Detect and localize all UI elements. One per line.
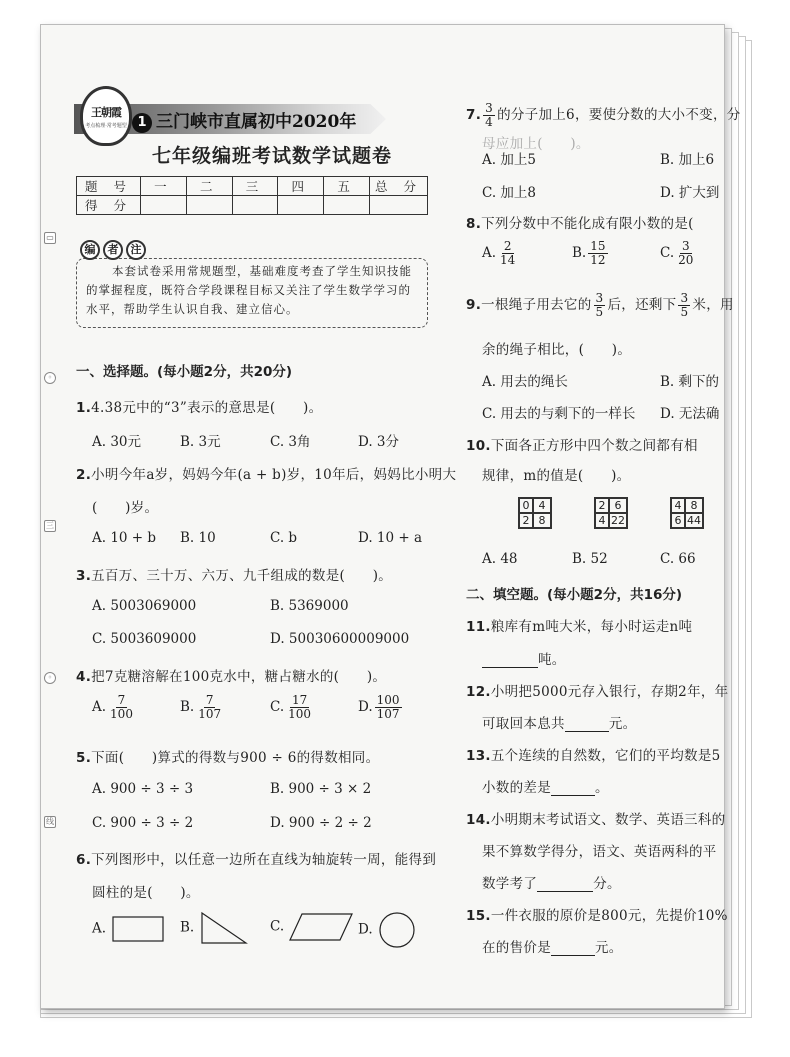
fraction: [594, 292, 606, 319]
question-text: 一根绳子用去它的: [481, 297, 592, 313]
question-text: 小数的差是: [482, 780, 551, 796]
question-number: 4.: [76, 669, 92, 685]
question-text: 后，还剩下: [607, 297, 677, 313]
option-c[interactable]: C. 加上8: [482, 185, 537, 201]
answer-blank[interactable]: [551, 942, 595, 956]
table-cell: 四: [278, 177, 324, 196]
denominator: 107: [376, 707, 400, 721]
question-number: 8.: [466, 216, 482, 232]
note-tag-char: 者: [103, 240, 123, 260]
option-b[interactable]: B. 剩下的: [660, 374, 720, 390]
option-c[interactable]: C. 用去的与剩下的一样长: [482, 406, 636, 422]
question-12-line2: [482, 712, 636, 732]
question-text: 元。: [595, 940, 623, 956]
page-edge-spacer: [726, 0, 790, 1057]
option-a[interactable]: [92, 694, 137, 721]
numerator: 3: [485, 101, 494, 115]
option-a[interactable]: [92, 916, 164, 942]
score-input-cell[interactable]: [278, 196, 324, 215]
question-text: 在的售价是: [482, 940, 551, 956]
grid-cell: 6: [609, 498, 627, 513]
option-d[interactable]: D. 50030600009000: [270, 631, 410, 647]
fraction: [375, 694, 402, 721]
exam-subtitle: 七年级编班考试数学试题卷: [152, 145, 393, 167]
option-c[interactable]: C. b: [270, 530, 298, 546]
question-11: [466, 615, 692, 635]
score-input-cell[interactable]: [370, 196, 428, 215]
exam-title: [132, 107, 356, 133]
question-text: 的分子加上6，要使分数的大小不变，分: [497, 107, 741, 123]
option-a[interactable]: A. 30元: [92, 434, 142, 450]
table-cell: 五: [324, 177, 370, 196]
paper-number-badge: 1: [132, 113, 152, 133]
grid-cell: 4: [595, 513, 609, 528]
denominator: 14: [500, 253, 516, 267]
question-9-line2: 余的绳子相比，( )。: [482, 342, 632, 358]
question-text: 数学考了: [482, 876, 538, 892]
numerator: 7: [205, 693, 214, 707]
question-5: [76, 746, 379, 766]
grid-cell: 4: [533, 498, 551, 513]
table-cell: 题 号: [77, 177, 141, 196]
grid-cell: 8: [533, 513, 551, 528]
section-heading-choice: 一、选择题。(每小题2分，共20分): [76, 364, 293, 380]
fraction: [286, 694, 313, 721]
question-number: 7.: [466, 107, 482, 123]
option-d[interactable]: D. 10 + a: [358, 530, 423, 546]
logo-subtext: 考点梳理·常考题型: [85, 122, 127, 129]
question-6: [76, 848, 436, 868]
denominator: 5: [595, 305, 604, 319]
note-tag-char: 注: [126, 240, 146, 260]
score-input-cell[interactable]: [324, 196, 370, 215]
grid-cell: 0: [519, 498, 533, 513]
question-10: [466, 434, 698, 454]
note-tag-char: 编: [80, 240, 100, 260]
question-number: 12.: [466, 684, 491, 700]
answer-blank[interactable]: [537, 878, 593, 892]
score-table-header-row: [77, 177, 428, 196]
question-4: [76, 665, 386, 685]
answer-blank[interactable]: [482, 654, 538, 668]
answer-blank[interactable]: [551, 782, 595, 796]
question-text: 粮库有m吨大米，每小时运走n吨: [490, 619, 693, 635]
question-15: [466, 904, 728, 924]
question-number: 10.: [466, 438, 491, 454]
question-text: 。: [595, 780, 609, 796]
option-c[interactable]: C. 900 ÷ 3 ÷ 2: [92, 815, 194, 831]
option-a[interactable]: A. 10 + b: [92, 530, 157, 546]
number-square: [594, 497, 628, 529]
option-c[interactable]: C. 3角: [270, 434, 311, 450]
fraction: [676, 240, 695, 267]
grid-cell: 22: [611, 514, 625, 527]
option-label: C.: [660, 245, 675, 261]
option-label: D.: [358, 699, 373, 715]
table-cell: 得 分: [77, 196, 141, 215]
table-cell: 三: [232, 177, 278, 196]
option-d[interactable]: D. 900 ÷ 2 ÷ 2: [270, 815, 372, 831]
option-b[interactable]: B. 5369000: [270, 598, 349, 614]
binding-mark: ◦: [44, 672, 56, 684]
option-label: D.: [358, 921, 373, 938]
grid-cell: 8: [685, 498, 703, 513]
question-text: 可取回本息共: [482, 716, 565, 732]
numerator: 100: [376, 693, 400, 707]
exam-title-text: 三门峡市直属初中2020年: [156, 112, 357, 132]
question-8: [466, 212, 694, 232]
fraction: [498, 240, 517, 267]
question-13: [466, 744, 721, 764]
score-table: [76, 176, 428, 215]
question-text: 吨。: [538, 652, 566, 668]
denominator: 107: [198, 707, 222, 721]
question-text: 小明今年a岁，妈妈今年(a + b)岁，10年后，妈妈比小明大: [91, 467, 457, 483]
grid-cell: 6: [671, 513, 685, 528]
numerator: 2: [503, 239, 512, 253]
option-b[interactable]: B. 10: [180, 530, 216, 546]
fraction: [108, 694, 135, 721]
numerator: 3: [595, 291, 604, 305]
denominator: 12: [590, 253, 606, 267]
question-6-line2: 圆柱的是( )。: [92, 885, 200, 901]
question-11-line2: [482, 648, 566, 668]
option-b[interactable]: [180, 910, 249, 946]
fraction: [196, 694, 223, 721]
question-14-line3: [482, 872, 621, 892]
option-a[interactable]: A. 900 ÷ 3 ÷ 3: [92, 781, 194, 797]
grid-cell: 2: [519, 513, 533, 528]
question-text: 4.38元中的“3”表示的意思是( )。: [91, 400, 323, 416]
binding-mark: 三: [46, 521, 54, 530]
option-c[interactable]: C. 66: [660, 551, 696, 567]
question-3: [76, 564, 392, 584]
question-7: [466, 102, 741, 129]
question-text: 五百万、三十万、六万、九千组成的数是( )。: [91, 568, 393, 584]
question-text: 把7克糖溶解在100克水中，糖占糖水的( )。: [91, 669, 387, 685]
question-text: 一件衣服的原价是800元，先提价10%: [490, 908, 728, 924]
question-2-line2: ( )岁。: [92, 500, 159, 516]
option-label: A.: [92, 699, 107, 715]
score-input-cell[interactable]: [186, 196, 232, 215]
question-number: 1.: [76, 400, 92, 416]
binding-mark: 线: [46, 817, 54, 826]
editor-note-body: 本套试卷采用常规题型，基础难度考查了学生知识技能的掌握程度，既符合学段课程目标又关注了学生数学学习的水平，帮助学生认识自我、建立信心。: [86, 264, 412, 316]
option-d[interactable]: [358, 694, 404, 721]
question-text: 下列分数中不能化成有限小数的是(: [481, 216, 694, 232]
publisher-logo: [80, 86, 132, 146]
question-13-line2: [482, 776, 609, 796]
question-number: 13.: [466, 748, 491, 764]
option-a[interactable]: A. 加上5: [482, 152, 536, 168]
question-number: 3.: [76, 568, 92, 584]
number-square: [670, 497, 704, 529]
circle-shape: [377, 910, 417, 950]
question-text: 小明把5000元存入银行，存期2年，年: [490, 684, 729, 700]
option-b[interactable]: B. 加上6: [660, 152, 715, 168]
option-label: B.: [572, 245, 587, 261]
parallelogram-shape: [288, 910, 354, 944]
question-number: 14.: [466, 812, 491, 828]
option-d[interactable]: D. 扩大到: [660, 185, 720, 201]
right-triangle-shape: [199, 910, 249, 946]
option-b[interactable]: B. 52: [572, 551, 608, 567]
question-text: 下列图形中，以任意一边所在直线为轴旋转一周，能得到: [91, 852, 437, 868]
option-c[interactable]: [660, 240, 697, 267]
numerator: 7: [117, 693, 126, 707]
question-7-line2: 母应加上( )。: [482, 136, 590, 152]
question-2: [76, 463, 456, 483]
binding-mark: ▭: [44, 232, 56, 244]
question-number: 15.: [466, 908, 491, 924]
option-c[interactable]: C. 5003609000: [92, 631, 197, 647]
option-b[interactable]: B. 3元: [180, 434, 221, 450]
answer-blank[interactable]: [565, 718, 609, 732]
option-d[interactable]: [358, 910, 417, 950]
table-cell: 一: [141, 177, 187, 196]
question-text: 米，用: [692, 297, 734, 313]
grid-cell: 4: [671, 498, 685, 513]
table-cell: 总 分: [370, 177, 428, 196]
option-a[interactable]: [482, 240, 519, 267]
score-table-score-row: [77, 196, 428, 215]
question-text: 下面( )算式的得数与900 ÷ 6的得数相同。: [91, 750, 380, 766]
number-square: [518, 497, 552, 529]
section-heading-fill: 二、填空题。(每小题2分，共16分): [466, 587, 683, 603]
question-text: 元。: [608, 716, 637, 732]
question-14-line2: 果不算数学得分，语文、英语两科的平: [482, 844, 717, 860]
question-text: 分。: [593, 876, 621, 892]
denominator: 20: [678, 253, 694, 267]
denominator: 4: [485, 115, 494, 129]
fraction: [483, 102, 495, 129]
denominator: 5: [680, 305, 689, 319]
option-label: A.: [482, 245, 497, 261]
fraction: [678, 292, 690, 319]
table-cell: 二: [186, 177, 232, 196]
editor-note-tag: [80, 240, 146, 260]
question-number: 11.: [466, 619, 491, 635]
option-a[interactable]: A. 48: [482, 551, 518, 567]
question-10-line2: 规律，m的值是( )。: [482, 468, 631, 484]
option-c[interactable]: [270, 694, 315, 721]
question-12: [466, 680, 728, 700]
option-a[interactable]: A. 用去的绳长: [482, 374, 568, 390]
numerator: 3: [680, 291, 689, 305]
option-label: A.: [92, 920, 107, 937]
fraction: [588, 240, 607, 267]
option-d[interactable]: D. 3分: [358, 434, 400, 450]
editor-note-text: [86, 262, 420, 319]
binding-mark: ◦: [44, 372, 56, 384]
option-b[interactable]: [572, 240, 610, 267]
numerator: 3: [681, 239, 690, 253]
question-number: 2.: [76, 467, 92, 483]
question-14: [466, 808, 725, 828]
option-label: B.: [180, 699, 195, 715]
logo-text: 王朝霞: [91, 105, 121, 119]
rectangle-shape: [112, 916, 164, 942]
grid-cell: 2: [595, 498, 609, 513]
score-input-cell[interactable]: [141, 196, 187, 215]
denominator: 100: [288, 707, 312, 721]
numerator: 17: [291, 693, 308, 707]
option-a[interactable]: A. 5003069000: [92, 598, 197, 614]
question-text: 下面各正方形中四个数之间都有相: [490, 438, 698, 454]
question-number: 6.: [76, 852, 92, 868]
numerator: 15: [590, 239, 606, 253]
option-c[interactable]: [270, 910, 354, 944]
question-text: 五个连续的自然数，它们的平均数是5: [490, 748, 721, 764]
question-9: [466, 292, 734, 319]
question-text: 小明期末考试语文、数学、英语三科的: [490, 812, 726, 828]
option-label: C.: [270, 699, 285, 715]
score-input-cell[interactable]: [232, 196, 278, 215]
option-label: B.: [180, 919, 195, 936]
question-15-line2: [482, 936, 623, 956]
denominator: 100: [110, 707, 133, 721]
question-1: [76, 396, 322, 416]
option-b[interactable]: B. 900 ÷ 3 × 2: [270, 781, 372, 797]
question-number: 5.: [76, 750, 92, 766]
question-number: 9.: [466, 297, 482, 313]
option-b[interactable]: [180, 694, 225, 721]
option-d[interactable]: D. 无法确: [660, 406, 720, 422]
grid-cell: 44: [687, 514, 701, 527]
option-label: C.: [270, 918, 285, 935]
